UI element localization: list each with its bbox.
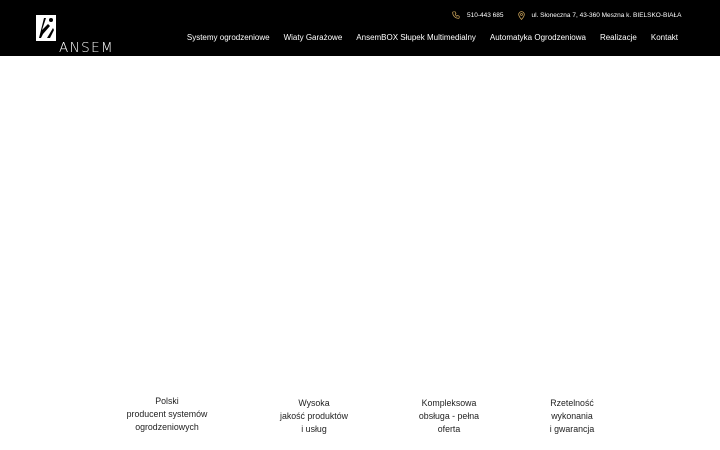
nav-item-realizacje[interactable]: Realizacje xyxy=(599,32,637,42)
feature-line: ogrodzeniowych xyxy=(135,422,199,432)
feature-item xyxy=(394,397,504,436)
nav-item-wiaty-garazowe[interactable]: Wiaty Garażowe xyxy=(283,32,343,42)
feature-item xyxy=(517,397,627,436)
nav-item-kontakt[interactable]: Kontakt xyxy=(650,32,678,42)
nav-item-systemy-ogrodzeniowe[interactable]: Systemy ogrodzeniowe xyxy=(186,32,270,42)
phone-contact[interactable] xyxy=(452,11,504,19)
phone-number[interactable]: 510-443 685 xyxy=(467,11,504,19)
brand-name-line1: ANSEM xyxy=(59,40,115,56)
feature-line: wykonania xyxy=(551,411,593,421)
feature-line: Polski xyxy=(155,396,179,406)
feature-line: producent systemów xyxy=(126,409,208,419)
feature-line: i gwarancja xyxy=(549,424,595,434)
feature-line: jakość produktów xyxy=(280,411,348,421)
nav-item-automatyka[interactable]: Automatyka Ogrodzeniowa xyxy=(489,32,586,42)
main-navigation xyxy=(187,30,678,44)
map-pin-icon xyxy=(518,11,525,20)
feature-line: obsługa - pełna xyxy=(418,411,480,421)
feature-item xyxy=(112,395,222,434)
nav-item-ansembox[interactable]: AnsemBOX Słupek Multimedialny xyxy=(356,32,476,42)
features-section xyxy=(0,392,720,450)
hero-banner xyxy=(0,56,720,376)
address-text[interactable]: ul. Słoneczna 7, 43-360 Meszna k. BIELSKO-BIAŁA xyxy=(531,11,682,19)
brand-logo-icon xyxy=(35,14,57,42)
contact-bar xyxy=(452,9,681,21)
feature-line: Rzetelność xyxy=(550,398,594,408)
address-contact[interactable] xyxy=(518,11,682,20)
feature-line: Kompleksowa xyxy=(421,398,477,408)
feature-item xyxy=(259,397,369,436)
phone-icon xyxy=(452,11,460,19)
site-header xyxy=(0,0,720,56)
feature-line: Wysoka xyxy=(298,398,330,408)
feature-line: i usług xyxy=(301,424,327,434)
brand-logo[interactable] xyxy=(35,14,119,56)
feature-line: oferta xyxy=(437,424,461,434)
